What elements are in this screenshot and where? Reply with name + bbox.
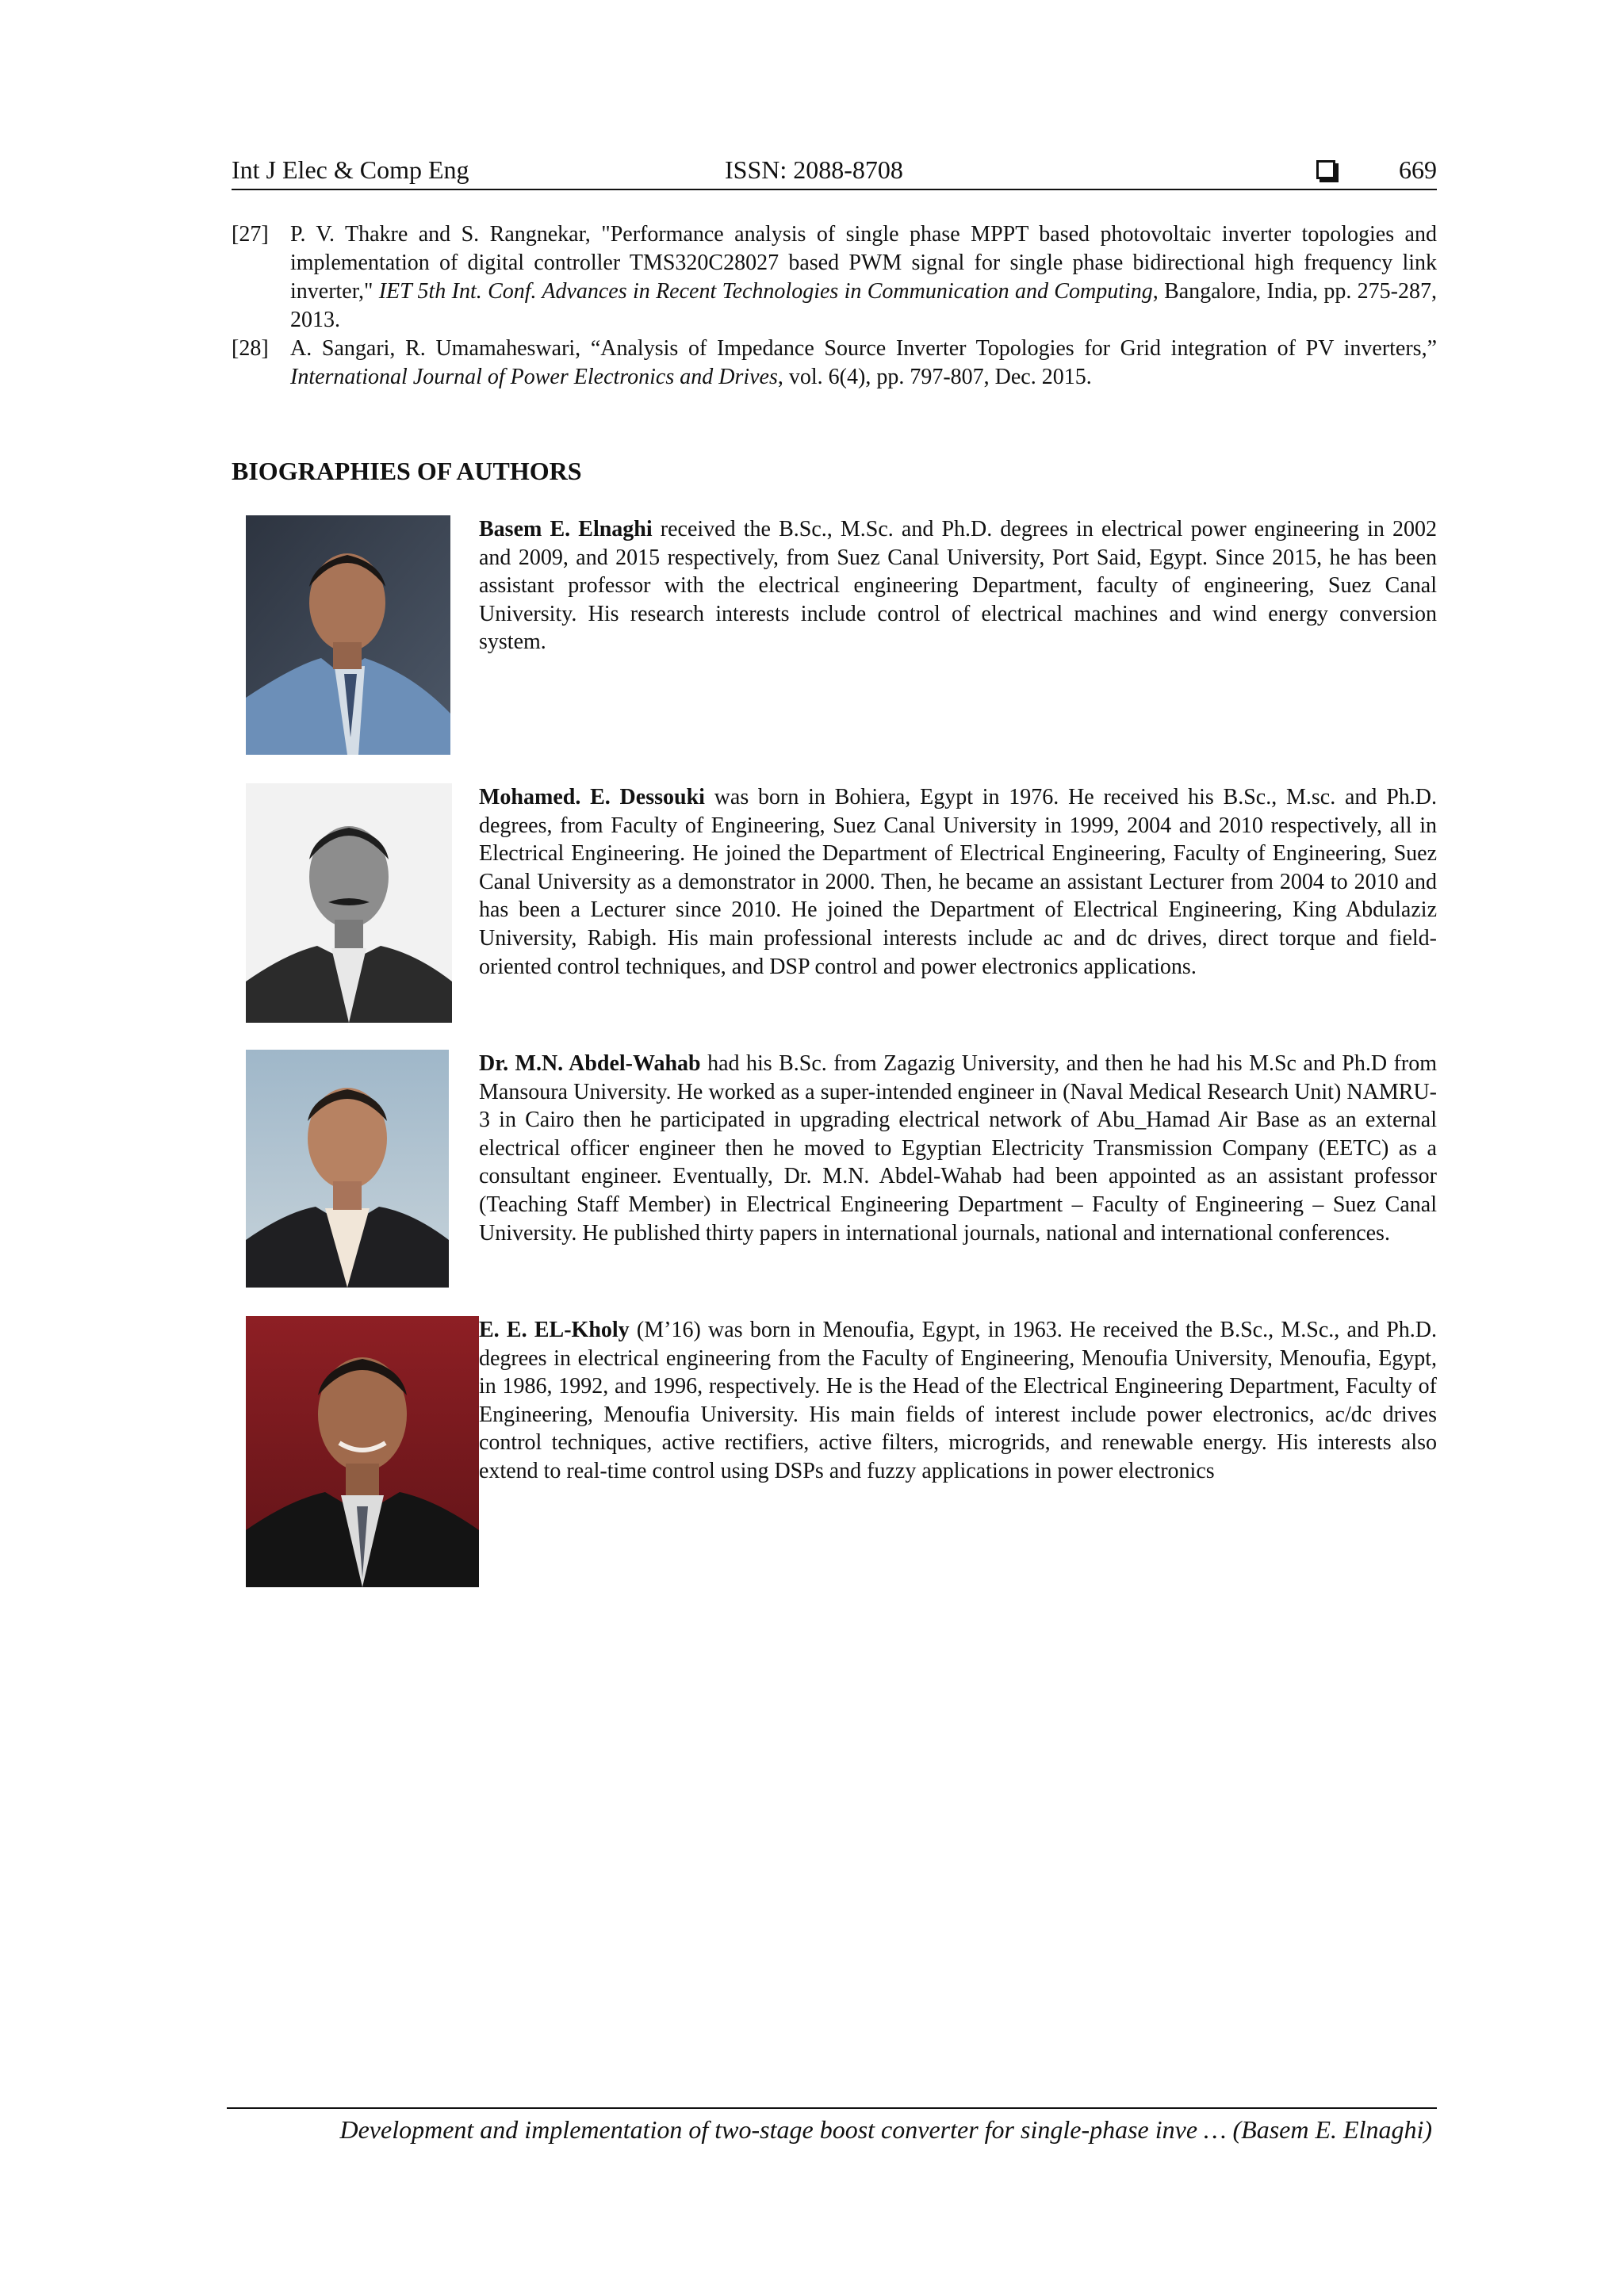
running-footer-title: Development and implementation of two-stage boost converter for single-phase inve … (Basem E. Elnaghi) — [339, 2115, 1432, 2144]
author-name: Dr. M.N. Abdel-Wahab — [479, 1051, 701, 1076]
biography-text: received the B.Sc., M.Sc. and Ph.D. degrees in electrical power engineering in 2002 and 2009, and 2015 respectively, from Suez Canal University, Port Said, Egypt. Since 2015, he has been assistant professor with the electrical engineering Department, faculty of engineering, Suez Canal University. His research interests include control of electrical machines and wind energy conversion system. — [479, 517, 1437, 655]
author-photo — [246, 783, 452, 1023]
reference-details: , Bangalore, India, pp. 275-287, 2013. — [290, 279, 1437, 332]
journal-abbreviation: Int J Elec & Comp Eng — [232, 155, 469, 184]
biography-text: (M’16) was born in Menoufia, Egypt, in 1963. He received the B.Sc., M.Sc., and Ph.D. degrees in electrical engineering from the Faculty of Engineering, Menoufia University, Menoufia, Egypt, in 1986, 1992, and 1996, respectively. He is the Head of the Electrical Engineering Department, Faculty of Engineering, Menoufia University. His main fields of interest include power electronics, ac/dc drives control techniques, active rectifiers, active filters, microgrids, and renewable energy. His interests also extend to real-time control using DSPs and fuzzy applications in power electronics — [479, 1318, 1437, 1483]
reference-item — [232, 220, 1437, 335]
square-bullet-icon — [1316, 160, 1335, 179]
section-title: BIOGRAPHIES OF AUTHORS — [232, 457, 582, 485]
reference-list — [232, 220, 1437, 392]
reference-number: [28] — [232, 336, 269, 361]
issn-number: ISSN: 2088-8708 — [725, 155, 903, 184]
reference-venue: International Journal of Power Electronics and Drives — [290, 365, 778, 389]
page-header — [232, 151, 1437, 189]
author-name: Mohamed. E. Dessouki — [479, 785, 705, 809]
author-photo — [246, 1050, 449, 1288]
reference-venue: IET 5th Int. Conf. Advances in Recent Technologies in Communication and Computing — [378, 279, 1153, 304]
author-biography — [479, 1050, 1437, 1247]
author-photo — [246, 1316, 479, 1587]
page-number: 669 — [1399, 155, 1437, 184]
author-biography — [479, 515, 1437, 656]
biography-text: had his B.Sc. from Zagazig University, and then he had his M.Sc and Ph.D from Mansoura University. He worked as a super-intended engineer in (Naval Medical Research Unit) NAMRU-3 in Cairo then he participated in upgrading electrical network of Abu_Hamad Air Base as an external electrical officer engineer then he moved to Egyptian Electricity Transmission Company (EETC) as a consultant engineer. Eventually, Dr. M.N. Abdel-Wahab had been appointed as an assistant professor (Teaching Staff Member) in Electrical Engineering Department – Faculty of Engineering – Suez Canal University. He published thirty papers in international journals, national and international conferences. — [479, 1051, 1437, 1246]
author-photo — [246, 515, 450, 755]
reference-text: A. Sangari, R. Umamaheswari, “Analysis of Impedance Source Inverter Topologies for Grid integration of PV inverters,” — [290, 336, 1437, 361]
author-biography — [479, 783, 1437, 981]
reference-item — [232, 335, 1437, 392]
header-rule — [232, 189, 1437, 190]
reference-text: P. V. Thakre and S. Rangnekar, "Performance analysis of single phase MPPT based photovoltaic inverter topologies and implementation of digital controller TMS320C28027 based PWM signal for single phase bidirectional high frequency link inverter," — [290, 222, 1437, 304]
author-biography — [479, 1316, 1437, 1486]
footer-rule — [227, 2107, 1437, 2109]
author-name: E. E. EL-Kholy — [479, 1318, 630, 1342]
reference-details: , vol. 6(4), pp. 797-807, Dec. 2015. — [777, 365, 1092, 389]
author-name: Basem E. Elnaghi — [479, 517, 653, 541]
reference-number: [27] — [232, 222, 269, 247]
biography-text: was born in Bohiera, Egypt in 1976. He received his B.Sc., M.sc. and Ph.D. degrees, from Faculty of Engineering, Suez Canal University in 1999, 2004 and 2010 respectively, all in Electrical Engineering. He joined the Department of Electrical Engineering, Faculty of Engineering, Suez Canal University as a demonstrator in 2000. Then, he became an assistant Lecturer from 2004 to 2010 and has been a Lecturer since 2010. He joined the Department of Electrical Engineering, King Abdulaziz University, Rabigh. His main professional interests include ac and dc drives, direct torque and field-oriented control techniques, and DSP control and power electronics applications. — [479, 785, 1437, 979]
